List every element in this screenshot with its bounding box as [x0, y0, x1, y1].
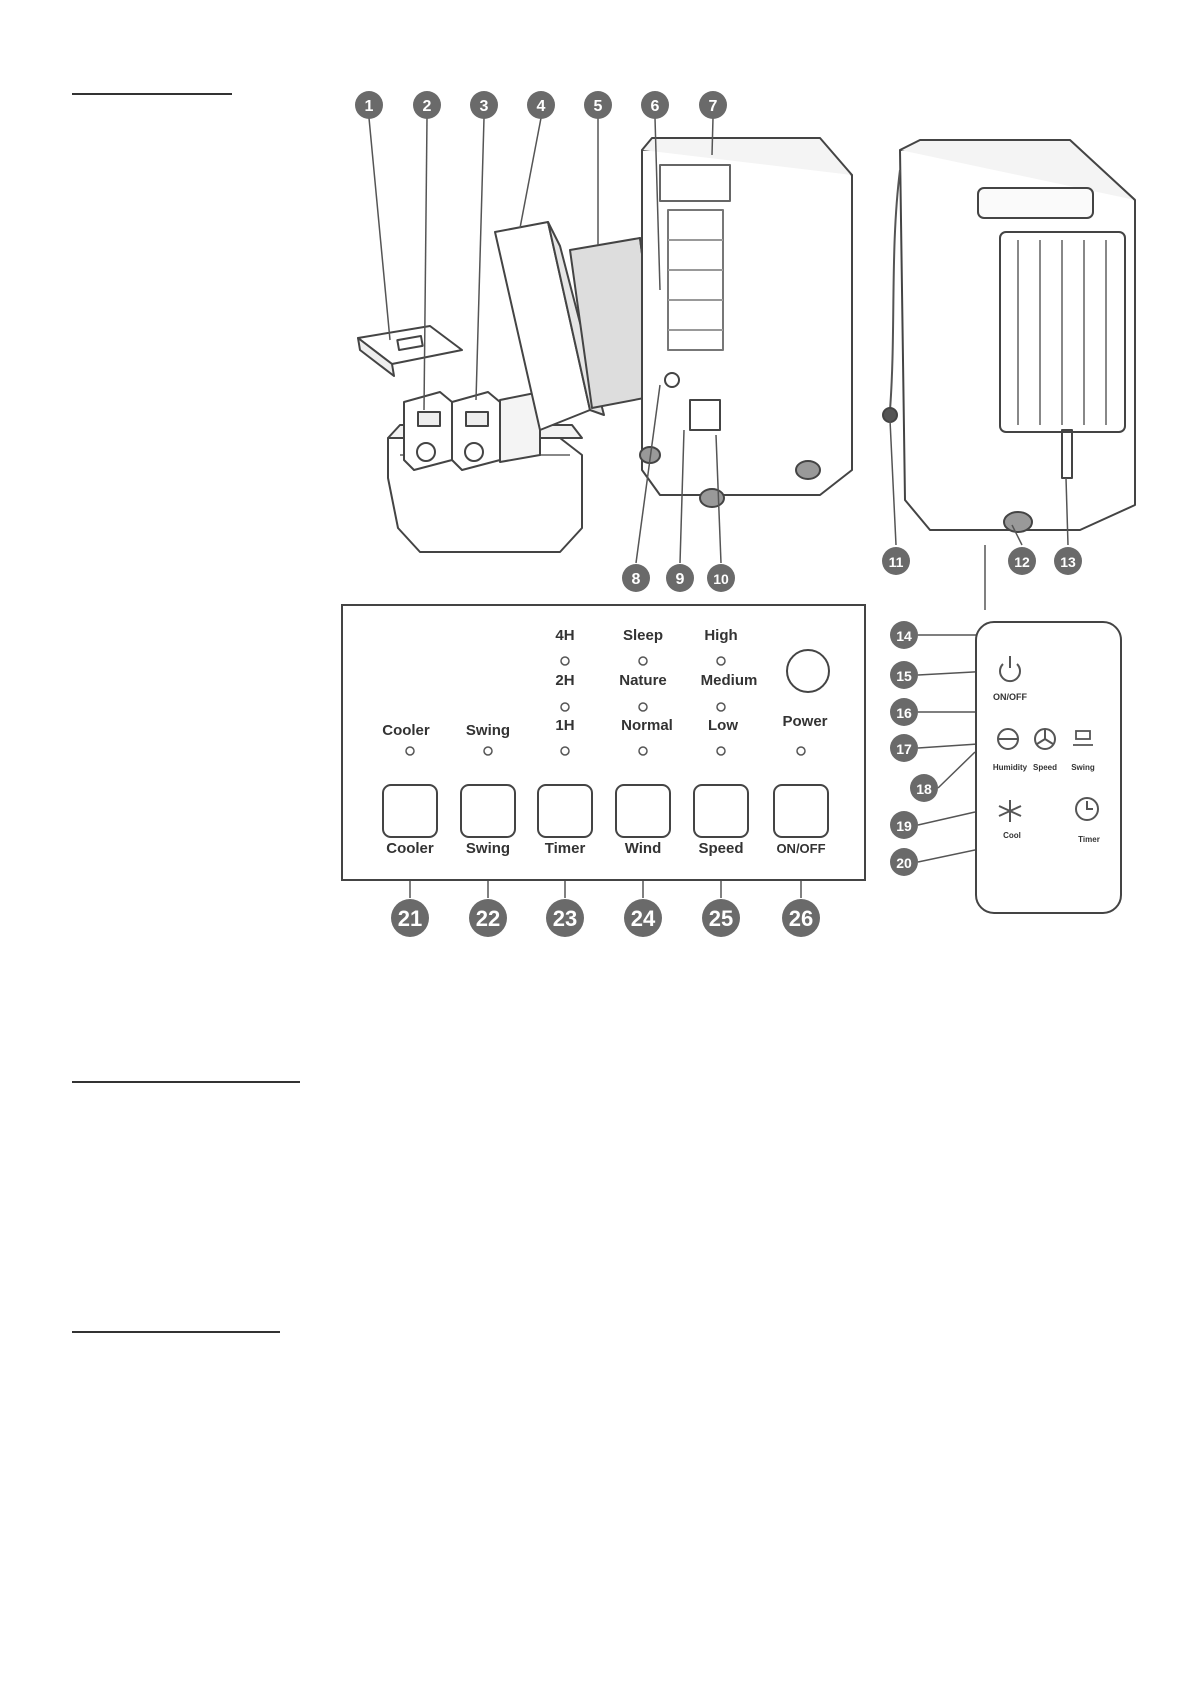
callout-25	[702, 899, 740, 937]
callout-21	[391, 899, 429, 937]
svg-text:25: 25	[708, 906, 734, 931]
label-power: Power	[782, 713, 828, 730]
svg-text:26: 26	[788, 906, 814, 931]
callout-17	[890, 734, 918, 762]
timer-button-label: Timer	[544, 840, 586, 857]
label-swing-indicator: Swing	[465, 722, 511, 739]
assembled-unit	[883, 140, 1135, 532]
speed-button[interactable]	[694, 785, 748, 837]
remote-onoff-label: ON/OFF	[993, 692, 1027, 702]
callout-9	[666, 564, 694, 592]
svg-text:1: 1	[364, 98, 374, 115]
callout-19	[890, 811, 918, 839]
label-sleep: Sleep	[622, 627, 664, 644]
callout-24	[624, 899, 662, 937]
main-body	[640, 138, 852, 507]
svg-text:23: 23	[552, 906, 578, 931]
callout-4	[527, 91, 555, 119]
cooler-button[interactable]	[383, 785, 437, 837]
callouts-top	[355, 91, 727, 119]
svg-text:7: 7	[708, 98, 718, 115]
svg-text:8: 8	[631, 571, 641, 588]
svg-text:20: 20	[896, 855, 912, 871]
label-cooler-indicator: Cooler	[382, 722, 430, 739]
callout-18	[910, 774, 938, 802]
callout-16	[890, 698, 918, 726]
power-indicator-lens	[787, 650, 829, 692]
timer-button[interactable]	[538, 785, 592, 837]
svg-text:17: 17	[896, 741, 912, 757]
svg-text:12: 12	[1014, 554, 1030, 570]
remote-swing-label: Swing	[1071, 763, 1095, 772]
callouts-mid	[622, 547, 1082, 592]
label-4h: 4H	[555, 627, 575, 644]
svg-text:21: 21	[397, 906, 423, 931]
label-high: High	[704, 627, 738, 644]
label-1h: 1H	[555, 717, 575, 734]
callout-6	[641, 91, 669, 119]
control-panel	[342, 605, 865, 880]
callout-11	[882, 547, 910, 575]
ice-box-2	[452, 392, 500, 470]
speed-button-label: Speed	[698, 840, 744, 857]
svg-text:18: 18	[916, 781, 932, 797]
remote-speed-label: Speed	[1032, 763, 1058, 772]
label-low: Low	[708, 717, 738, 734]
callout-13	[1054, 547, 1082, 575]
callout-5	[584, 91, 612, 119]
callout-20	[890, 848, 918, 876]
label-normal: Normal	[621, 717, 673, 734]
callouts-bottom	[391, 899, 820, 937]
wind-button-label: Wind	[624, 840, 662, 857]
svg-text:13: 13	[1060, 554, 1076, 570]
callout-15	[890, 661, 918, 689]
wind-button[interactable]	[616, 785, 670, 837]
label-medium: Medium	[700, 672, 758, 689]
callout-1	[355, 91, 383, 119]
ice-box-1	[404, 392, 452, 470]
svg-text:2: 2	[422, 98, 432, 115]
remote-cool-label: Cool	[1003, 831, 1021, 840]
swing-button-label: Swing	[465, 840, 511, 857]
svg-text:9: 9	[675, 571, 685, 588]
svg-text:24: 24	[630, 906, 656, 931]
svg-text:6: 6	[650, 98, 660, 115]
onoff-button[interactable]	[774, 785, 828, 837]
svg-text:10: 10	[713, 571, 729, 587]
callout-7	[699, 91, 727, 119]
svg-text:15: 15	[896, 668, 912, 684]
label-2h: 2H	[555, 672, 575, 689]
callout-8	[622, 564, 650, 592]
swing-button[interactable]	[461, 785, 515, 837]
remote-humidity-label: Humidity	[992, 763, 1028, 772]
svg-text:11: 11	[888, 554, 904, 570]
callout-10	[707, 564, 735, 592]
remote-timer-label: Timer	[1078, 835, 1100, 844]
callout-2	[413, 91, 441, 119]
callout-23	[546, 899, 584, 937]
svg-text:3: 3	[479, 98, 489, 115]
label-nature: Nature	[619, 672, 667, 689]
callout-3	[470, 91, 498, 119]
svg-text:16: 16	[896, 705, 912, 721]
callout-12	[1008, 547, 1036, 575]
svg-text:14: 14	[896, 628, 912, 644]
svg-text:4: 4	[536, 98, 546, 115]
callout-26	[782, 899, 820, 937]
onoff-button-label: ON/OFF	[776, 841, 826, 856]
exploded-view-illustration	[358, 138, 1135, 552]
callout-14	[890, 621, 918, 649]
remote-control	[976, 622, 1121, 913]
cooler-button-label: Cooler	[386, 840, 434, 857]
svg-text:22: 22	[475, 906, 501, 931]
svg-text:5: 5	[593, 98, 603, 115]
callout-22	[469, 899, 507, 937]
svg-text:19: 19	[896, 818, 912, 834]
callouts-remote	[890, 621, 938, 876]
